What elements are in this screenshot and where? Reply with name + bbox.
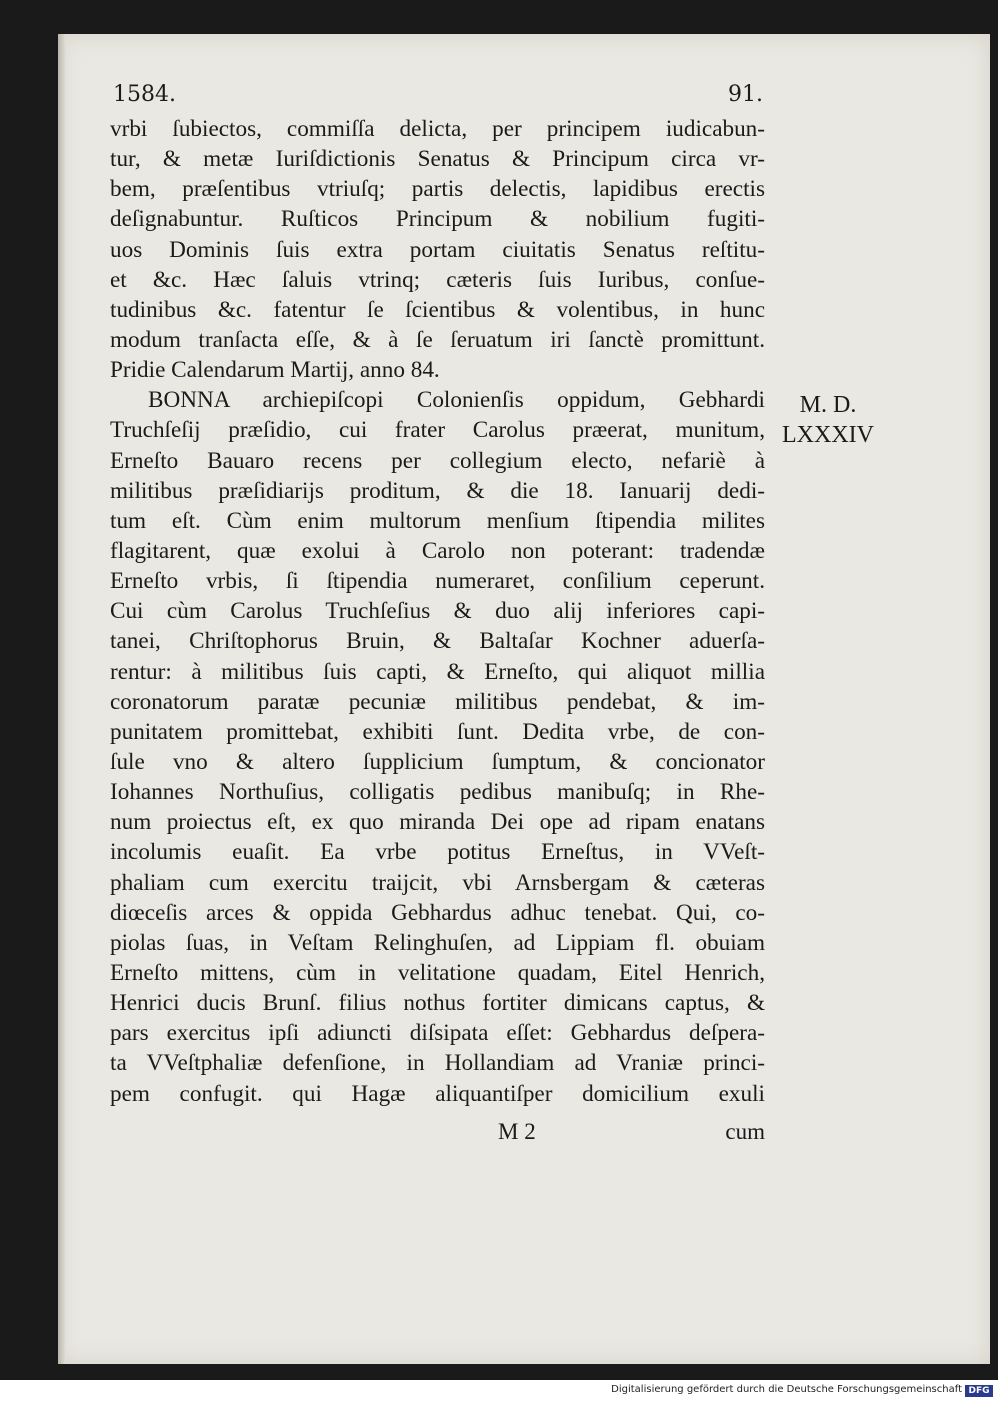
page-number: 91. xyxy=(728,82,763,107)
marginal-note xyxy=(758,390,898,450)
text-line: Erneſto vrbis, ſi ſtipendia numeraret, conſilium ceperunt. xyxy=(110,568,765,595)
catchword: cum xyxy=(725,1119,765,1144)
text-line: Iohannes Northuſius, colligatis pedibus manibuſq; in Rhe- xyxy=(110,779,765,806)
text-line: Erneſto Bauaro recens per collegium electo, nefariè à xyxy=(110,447,765,474)
text-line: tur, & metæ Iuriſdictionis Senatus & Principum circa vr- xyxy=(110,146,765,173)
text-line: Pridie Calendarum Martij, anno 84. xyxy=(110,357,440,384)
text-line: rentur: à militibus ſuis capti, & Erneſto, qui aliquot millia xyxy=(110,658,765,685)
text-line: punitatem promittebat, exhibiti ſunt. Dedita vrbe, de con- xyxy=(110,718,765,745)
text-line: militibus præſidiarijs proditum, & die 18. Ianuarij dedi- xyxy=(110,477,765,504)
text-line: deſignabuntur. Ruſticos Principum & nobilium fugiti- xyxy=(110,206,765,233)
text-line: Erneſto mittens, cùm in velitatione quadam, Eitel Henrich, xyxy=(110,959,765,986)
text-line: vrbi ſubiectos, commiſſa delicta, per principem iudicabun- xyxy=(110,116,765,142)
body-text xyxy=(110,114,765,1109)
text-line: diœceſis arces & oppida Gebhardus adhuc tenebat. Qui, co- xyxy=(110,899,765,926)
text-line: pars exercitus ipſi adiuncti diſsipata eſſet: Gebhardus deſpera- xyxy=(110,1020,765,1047)
signature-mark: M 2 xyxy=(498,1119,536,1144)
text-line: incolumis euaſit. Ea vrbe potitus Erneſtus, in VVeſt- xyxy=(110,839,765,866)
text-line: flagitarent, quæ exolui à Carolo non poterant: tradendæ xyxy=(110,537,765,564)
text-line: Cui cùm Carolus Truchſeſius & duo alij inferiores capi- xyxy=(110,598,765,625)
text-line: uos Dominis ſuis extra portam ciuitatis Senatus reſtitu- xyxy=(110,236,765,263)
digitization-credit: Digitalisierung gefördert durch die Deutsche Forschungsgemeinschaft xyxy=(611,1384,962,1395)
page-gutter-edge xyxy=(58,34,66,1364)
text-line: tum eſt. Cùm enim multorum menſium ſtipendia milites xyxy=(110,507,765,534)
text-line: tanei, Chriſtophorus Bruin, & Baltaſar Kochner aduerſa- xyxy=(110,628,765,655)
text-line: num proiectus eſt, ex quo miranda Dei ope ad ripam enatans xyxy=(110,809,765,836)
text-line: Henrici ducis Brunſ. filius nothus fortiter dimicans captus, & xyxy=(110,990,765,1017)
page-footer xyxy=(110,1119,765,1149)
text-line: phaliam cum exercitu traijcit, vbi Arnsbergam & cæteras xyxy=(110,869,765,896)
text-line: ta VVeſtphaliæ defenſione, in Hollandiam ad Vraniæ princi- xyxy=(110,1050,765,1077)
text-line: ſule vno & altero ſupplicium ſumptum, & concionator xyxy=(110,748,765,775)
marginal-note-line-2: LXXXIV xyxy=(782,422,874,448)
text-line: et &c. Hæc ſaluis vtrinq; cæteris ſuis Iuribus, conſue- xyxy=(110,266,765,293)
text-line: piolas ſuas, in Veſtam Relinghuſen, ad Lippiam fl. obuiam xyxy=(110,929,765,956)
marginal-note-line-1: M. D. xyxy=(799,392,857,418)
text-line: pem confugit. qui Hagæ aliquantiſper domicilium exuli xyxy=(110,1080,765,1107)
text-line: bem, præſentibus vtriuſq; partis delectis, lapidibus erectis xyxy=(110,176,765,203)
text-line: BONNA archiepiſcopi Colonienſis oppidum, Gebhardi xyxy=(148,387,765,414)
text-line: tudinibus &c. fatentur ſe ſcientibus & volentibus, in hunc xyxy=(110,296,765,323)
header-year: 1584. xyxy=(113,82,176,107)
text-line: coronatorum paratæ pecuniæ militibus pendebat, & im- xyxy=(110,688,765,715)
text-line: Truchſeſij præſidio, cui frater Carolus præerat, munitum, xyxy=(110,417,765,444)
book-page xyxy=(58,34,990,1364)
dfg-logo: DFG xyxy=(965,1385,993,1397)
text-line: modum tranſacta eſſe, & à ſe ſeruatum iri ſanctè promittunt. xyxy=(110,326,765,353)
